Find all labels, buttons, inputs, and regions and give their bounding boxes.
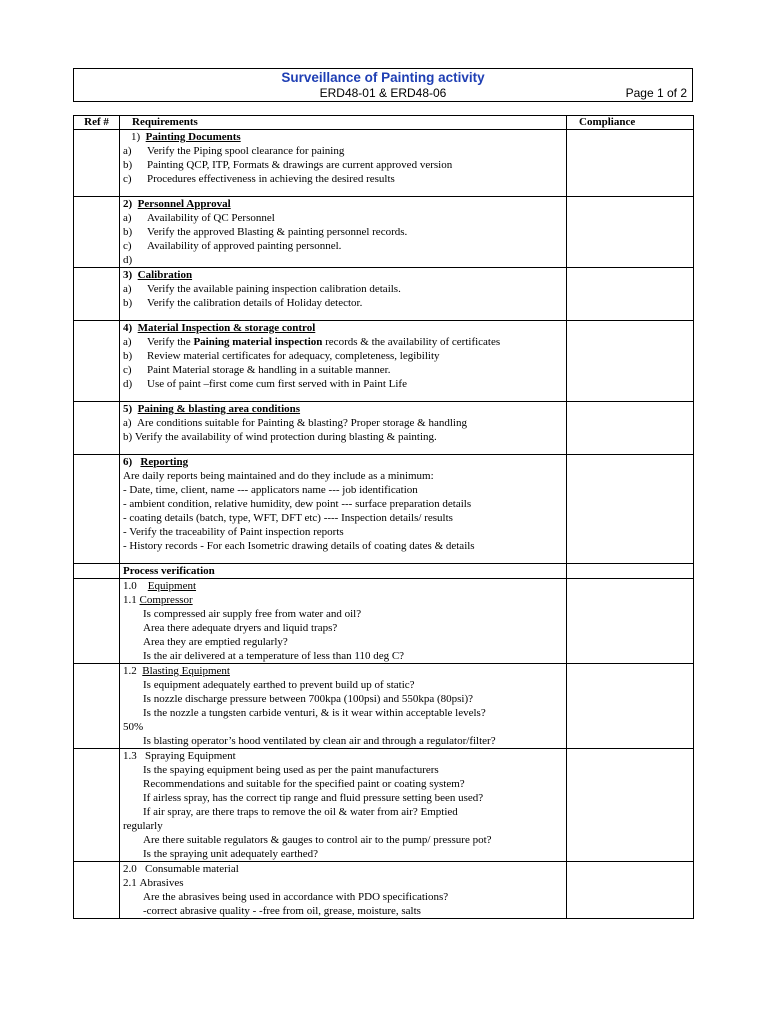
list-item: regularly: [123, 820, 163, 832]
document-refs: ERD48-01 & ERD48-06: [319, 86, 447, 100]
section-title: Paining & blasting area conditions: [137, 403, 301, 415]
compliance-cell[interactable]: [567, 564, 694, 579]
list-item: Is blasting operator’s hood ventilated by clean air and through a regulator/filter?: [143, 735, 496, 747]
requirements-cell: [120, 564, 567, 579]
list-item: Is compressed air supply free from water and oil?: [143, 608, 362, 620]
requirements-cell: [120, 579, 567, 664]
list-item: Is the nozzle a tungsten carbide venturi, & is it wear within acceptable levels?: [143, 707, 486, 719]
table-row: [74, 664, 694, 749]
compliance-cell[interactable]: [567, 579, 694, 664]
list-item: c) Procedures effectiveness in achieving the desired results: [123, 173, 395, 185]
compliance-cell[interactable]: [567, 402, 694, 455]
ref-cell: [74, 402, 120, 455]
requirements-cell: [120, 130, 567, 197]
section-heading: [123, 130, 563, 144]
requirements-cell: [120, 664, 567, 749]
surveillance-table: [73, 115, 694, 919]
list-item: Area they are emptied regularly?: [143, 636, 288, 648]
col-requirements-header: [120, 116, 567, 130]
list-item: If air spray, are there traps to remove the oil & water from air? Emptied: [143, 806, 458, 818]
table-row: [74, 321, 694, 402]
section-title: Reporting: [140, 456, 189, 468]
col-requirements-label: Requirements: [132, 116, 198, 128]
col-ref-header: Ref #: [74, 116, 120, 130]
list-item: - coating details (batch, type, WFT, DFT etc) ---- Inspection details/ results: [123, 512, 453, 524]
compliance-cell[interactable]: [567, 862, 694, 919]
list-item: b) Review material certificates for adequacy, completeness, legibility: [123, 350, 440, 362]
ref-cell: [74, 862, 120, 919]
list-item: b) Painting QCP, ITP, Formats & drawings are current approved version: [123, 159, 453, 171]
compliance-cell[interactable]: [567, 749, 694, 862]
list-item: d) Use of paint –first come cum first served with in Paint Life: [123, 378, 407, 390]
subsection-heading: 1.1 Compressor: [123, 594, 193, 606]
ref-cell: [74, 579, 120, 664]
ref-cell: [74, 664, 120, 749]
compliance-cell[interactable]: [567, 455, 694, 564]
table-row: [74, 268, 694, 321]
ref-cell: [74, 197, 120, 268]
list-item: Are the abrasives being used in accordance with PDO specifications?: [143, 891, 449, 903]
list-item: d): [123, 254, 133, 266]
section-title: Calibration: [137, 269, 193, 281]
list-item: a) Verify the available paining inspection calibration details.: [123, 283, 401, 295]
subsection-heading: 2.0 Consumable material: [123, 863, 239, 875]
section-heading: 4) Material Inspection & storage control: [123, 322, 316, 334]
section-heading: 2) Personnel Approval: [123, 198, 231, 210]
table-row: [74, 564, 694, 579]
list-item: Is the air delivered at a temperature of less than 110 deg C?: [143, 650, 405, 662]
list-item: a) Are conditions suitable for Painting & blasting? Proper storage & handling: [123, 417, 467, 429]
table-row: [74, 862, 694, 919]
list-item: 50%: [123, 721, 144, 733]
table-row: [74, 749, 694, 862]
section-heading: 3) Calibration: [123, 269, 193, 281]
compliance-cell[interactable]: [567, 321, 694, 402]
list-item: b) Verify the calibration details of Holiday detector.: [123, 297, 363, 309]
ref-cell: [74, 455, 120, 564]
section-heading: 6) Reporting: [123, 456, 189, 468]
compliance-cell[interactable]: [567, 664, 694, 749]
page-number: Page 1 of 2: [625, 86, 687, 100]
list-item: - History records - For each Isometric drawing details of coating dates & details: [123, 540, 475, 552]
col-compliance-header: Compliance: [567, 116, 694, 130]
list-item: a) Verify the Paining material inspection records & the availability of certificates: [123, 336, 501, 348]
table-row: [74, 402, 694, 455]
table-header-row: [74, 116, 694, 130]
requirements-cell: [120, 749, 567, 862]
table-row: [74, 130, 694, 197]
list-item: c) Paint Material storage & handling in a suitable manner.: [123, 364, 391, 376]
requirements-cell: [120, 321, 567, 402]
list-item: Is the spaying equipment being used as per the paint manufacturers: [143, 764, 439, 776]
list-item: Are there suitable regulators & gauges to control air to the pump/ pressure pot?: [143, 834, 492, 846]
section-title: Painting Documents: [145, 131, 241, 143]
list-item: Area there adequate dryers and liquid traps?: [143, 622, 338, 634]
subsection-heading: 2.1 Abrasives: [123, 877, 184, 889]
ref-cell: [74, 130, 120, 197]
compliance-cell[interactable]: [567, 268, 694, 321]
list-item: - Date, time, client, name --- applicators name --- job identification: [123, 484, 418, 496]
subsection-heading: 1.0 Equipment: [123, 580, 197, 592]
table-row: [74, 455, 694, 564]
table-row: [74, 579, 694, 664]
table-row: [74, 197, 694, 268]
compliance-cell[interactable]: [567, 130, 694, 197]
subsection-heading: 1.3 Spraying Equipment: [123, 750, 236, 762]
compliance-cell[interactable]: [567, 197, 694, 268]
list-item: a) Verify the Piping spool clearance for paining: [123, 145, 345, 157]
requirements-cell: [120, 268, 567, 321]
list-item: Is the spraying unit adequately earthed?: [143, 848, 319, 860]
list-item: c) Availability of approved painting personnel.: [123, 240, 342, 252]
list-item: -correct abrasive quality - -free from oil, grease, moisture, salts: [143, 905, 421, 917]
list-item: Is equipment adequately earthed to prevent build up of static?: [143, 679, 415, 691]
section-heading: 5) Paining & blasting area conditions: [123, 403, 301, 415]
section-title: Personnel Approval: [137, 198, 231, 210]
list-item: Is nozzle discharge pressure between 700kpa (100psi) and 550kpa (80psi)?: [143, 693, 473, 705]
list-item: - Verify the traceability of Paint inspection reports: [123, 526, 344, 538]
ref-cell: [74, 749, 120, 862]
section-intro: Are daily reports being maintained and do they include as a minimum:: [123, 470, 434, 482]
list-item: - ambient condition, relative humidity, dew point --- surface preparation details: [123, 498, 472, 510]
requirements-cell: [120, 862, 567, 919]
list-item: b) Verify the availability of wind protection during blasting & painting.: [123, 431, 437, 443]
subsection-heading: 1.2 Blasting Equipment: [123, 665, 230, 677]
list-item: b) Verify the approved Blasting & painting personnel records.: [123, 226, 408, 238]
ref-cell: [74, 321, 120, 402]
section-number: 1): [131, 131, 141, 143]
requirements-cell: [120, 455, 567, 564]
list-item: Recommendations and suitable for the specified paint or coating system?: [143, 778, 465, 790]
requirements-cell: [120, 402, 567, 455]
requirements-cell: [120, 197, 567, 268]
ref-cell: [74, 268, 120, 321]
list-item: If airless spray, has the correct tip range and fluid pressure setting been used?: [143, 792, 484, 804]
document-title: Surveillance of Painting activity: [281, 70, 485, 85]
ref-cell: [74, 564, 120, 579]
document-header: [73, 68, 693, 102]
process-title: Process verification: [123, 565, 215, 577]
list-item: a) Availability of QC Personnel: [123, 212, 275, 224]
section-title: Material Inspection & storage control: [137, 322, 316, 334]
